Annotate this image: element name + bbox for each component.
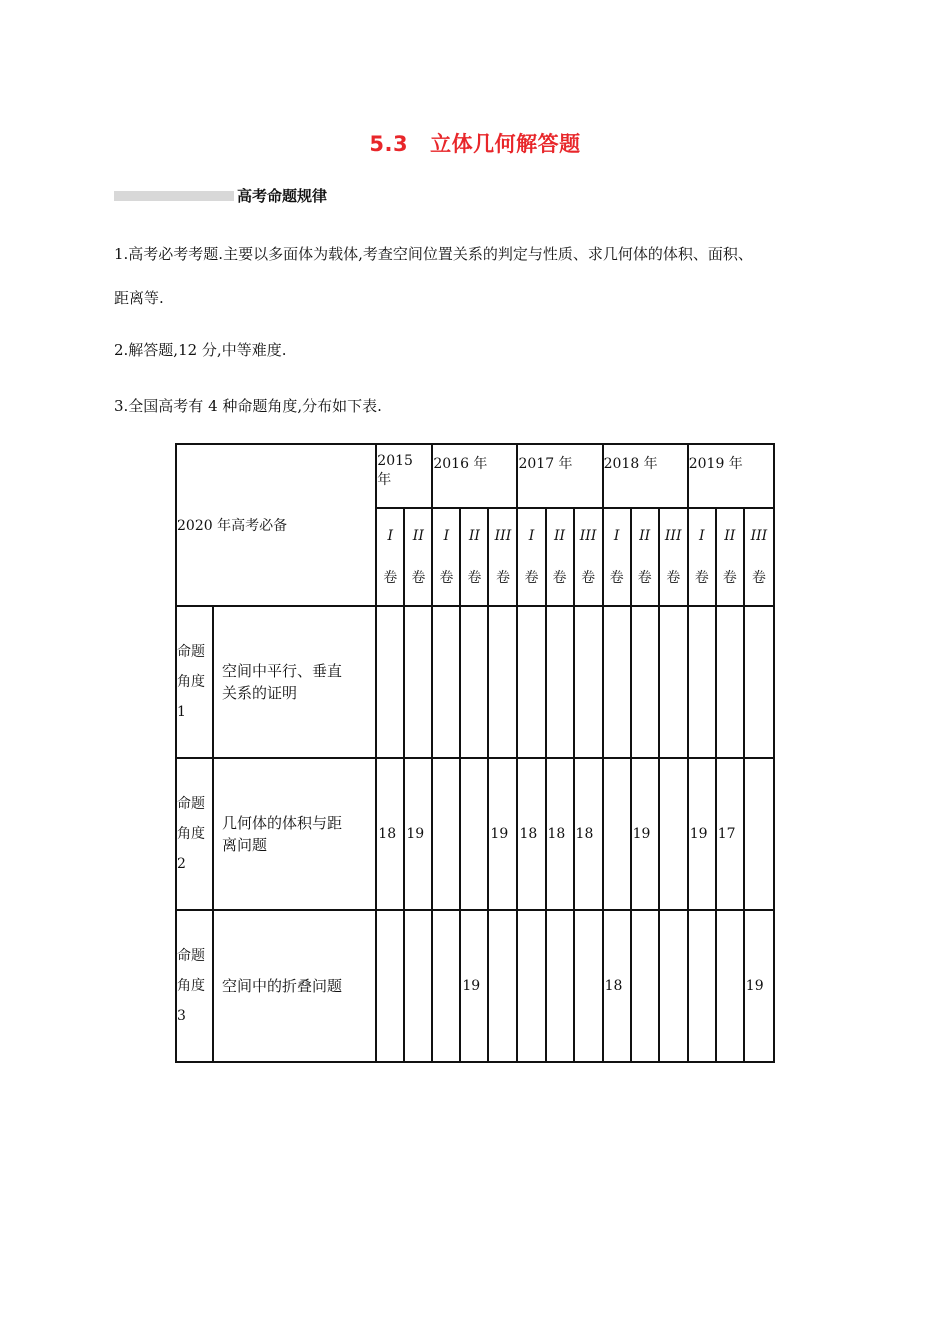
volume-roman: III [494,528,512,544]
volume-roman: I [528,528,535,544]
volume-juan: 卷 [666,570,681,586]
volume-header [688,508,716,606]
question-number-cell [631,910,659,1062]
angle-label-line: 命题 [177,948,205,964]
volume-roman: III [579,528,597,544]
question-number-cell [716,606,744,758]
question-number-cell: 18 [546,758,574,910]
section-heading-bar [114,191,234,201]
table-row [176,910,774,1062]
angle-label [176,606,213,758]
question-number-cell [488,910,517,1062]
paragraph-2: 2.解答题,12 分,中等难度. [114,341,287,359]
angle-label-line: 命题 [177,644,205,660]
question-number-cell [546,910,574,1062]
question-number-cell: 19 [404,758,432,910]
description-line: 几何体的体积与距 [222,814,343,832]
angle-description [213,606,376,758]
question-number-cell [432,606,460,758]
angle-label-line: 角度 [177,674,205,690]
table-row [176,758,774,910]
question-number-cell [432,910,460,1062]
volume-juan: 卷 [581,570,596,586]
question-number-cell [488,606,517,758]
volume-header [432,508,460,606]
volume-roman: III [750,528,768,544]
description-line: 空间中平行、垂直 [222,662,343,680]
question-number-cell [574,606,603,758]
volume-juan: 卷 [722,570,737,586]
section-heading: 高考命题规律 [237,187,328,205]
question-number-cell [659,758,688,910]
question-number-cell [631,606,659,758]
question-number-cell: 18 [574,758,603,910]
angle-label-line: 命题 [177,796,205,812]
angle-label-line: 2 [177,856,186,872]
question-number-cell [517,910,545,1062]
year-header-2018: 2018 年 [603,444,688,508]
question-number-cell: 19 [460,910,488,1062]
volume-juan: 卷 [439,570,454,586]
angle-label-line: 1 [177,704,186,720]
section-title: 立体几何解答题 [430,132,581,156]
question-number-cell [404,606,432,758]
question-number-cell [546,606,574,758]
volume-header [488,508,517,606]
volume-roman: I [698,528,705,544]
page-title [0,128,950,158]
paragraph-1: 1.高考必考考题.主要以多面体为载体,考查空间位置关系的判定与性质、求几何体的体积、面积、 [114,245,753,263]
question-number-cell: 19 [688,758,716,910]
volume-header [574,508,603,606]
question-number-cell: 18 [517,758,545,910]
volume-juan: 卷 [609,570,624,586]
question-number-cell [574,910,603,1062]
question-number-cell [659,606,688,758]
volume-roman: II [639,528,651,544]
volume-roman: I [613,528,620,544]
volume-juan: 卷 [383,570,398,586]
volume-header [546,508,574,606]
question-number-cell: 17 [716,758,744,910]
distribution-table [175,443,775,1063]
year-header-2017: 2017 年 [517,444,602,508]
question-number-cell [688,910,716,1062]
volume-roman: II [724,528,736,544]
angle-description [213,910,376,1062]
paragraph-1-continued: 距离等. [114,289,164,307]
question-number-cell: 19 [631,758,659,910]
volume-juan: 卷 [637,570,652,586]
table-row [176,606,774,758]
year-header-2015: 2015 年 [376,444,432,508]
description-line: 离问题 [222,836,268,854]
paragraph-3: 3.全国高考有 4 种命题角度,分布如下表. [114,397,382,415]
angle-label [176,910,213,1062]
angle-label-line: 角度 [177,978,205,994]
angle-label [176,758,213,910]
volume-juan: 卷 [495,570,510,586]
angle-description [213,758,376,910]
question-number-cell [376,606,404,758]
volume-juan: 卷 [552,570,567,586]
volume-roman: III [664,528,682,544]
volume-juan: 卷 [524,570,539,586]
table-corner-label: 2020 年高考必备 [176,444,376,606]
volume-header [376,508,404,606]
angle-label-line: 角度 [177,826,205,842]
volume-juan: 卷 [694,570,709,586]
volume-header [517,508,545,606]
question-number-cell [716,910,744,1062]
volume-roman: II [412,528,424,544]
volume-header [716,508,744,606]
question-number-cell: 19 [488,758,517,910]
year-header-2016: 2016 年 [432,444,517,508]
description-line: 关系的证明 [222,684,298,702]
question-number-cell [603,758,631,910]
volume-roman: I [443,528,450,544]
volume-header [460,508,488,606]
description-line: 空间中的折叠问题 [222,977,343,995]
question-number-cell: 18 [376,758,404,910]
question-number-cell [432,758,460,910]
question-number-cell [744,606,774,758]
volume-header [744,508,774,606]
question-number-cell [688,606,716,758]
question-number-cell: 18 [603,910,631,1062]
volume-juan: 卷 [467,570,482,586]
angle-label-line: 3 [177,1008,186,1024]
question-number-cell [744,758,774,910]
volume-header [659,508,688,606]
volume-header [631,508,659,606]
question-number-cell [376,910,404,1062]
volume-juan: 卷 [411,570,426,586]
volume-juan: 卷 [751,570,766,586]
question-number-cell [460,606,488,758]
question-number-cell [404,910,432,1062]
volume-header [404,508,432,606]
question-number-cell [659,910,688,1062]
question-number-cell: 19 [744,910,774,1062]
volume-roman: I [387,528,394,544]
year-header-2019: 2019 年 [688,444,774,508]
question-number-cell [603,606,631,758]
volume-roman: II [468,528,480,544]
volume-header [603,508,631,606]
question-number-cell [517,606,545,758]
question-number-cell [460,758,488,910]
section-number: 5.3 [369,132,409,156]
volume-roman: II [553,528,566,544]
